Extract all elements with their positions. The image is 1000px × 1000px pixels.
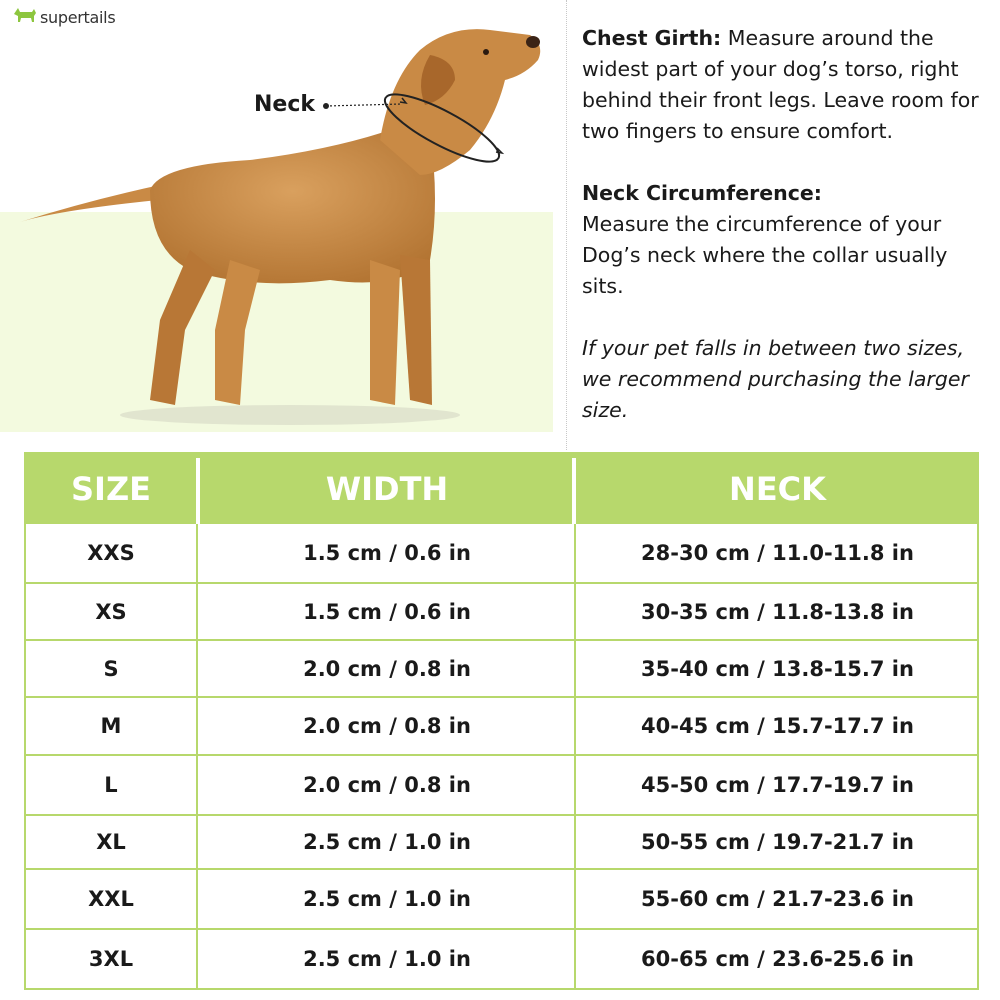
cell-size: 3XL [88,947,134,971]
neck-label: Neck [254,92,316,117]
cell-neck: 60-65 cm / 23.6-25.6 in [641,947,914,971]
cell-size: XXS [87,541,135,565]
cell-width: 1.5 cm / 0.6 in [303,541,471,565]
dog-illustration [0,0,560,440]
cell-neck: 40-45 cm / 15.7-17.7 in [641,714,914,738]
cell-neck: 30-35 cm / 11.8-13.8 in [641,599,914,624]
header-neck: NECK [729,470,826,508]
table-row [26,698,977,756]
table-row [26,524,977,584]
cell-size: L [104,773,118,797]
cell-size: XS [95,599,127,624]
cell-neck: 35-40 cm / 13.8-15.7 in [641,656,914,681]
neck-circumference-text: Measure the circumference of your Dog’s neck where the collar usually sits. [582,212,948,298]
cell-width: 1.5 cm / 0.6 in [303,599,471,624]
table-row [26,641,977,698]
neck-circumference-title: Neck Circumference: [582,181,822,205]
cell-neck: 50-55 cm / 19.7-21.7 in [641,830,914,854]
table-row [26,584,977,641]
header-size: SIZE [70,470,151,508]
cell-size: XL [96,830,126,854]
table-header [26,454,977,524]
cell-size: S [103,656,119,681]
table-row [26,930,977,988]
chest-girth-paragraph [582,23,987,147]
cell-size: M [100,714,122,738]
size-chart-table [24,452,979,990]
cell-width: 2.5 cm / 1.0 in [303,947,471,971]
cell-neck: 45-50 cm / 17.7-19.7 in [641,773,914,797]
cell-neck: 28-30 cm / 11.0-11.8 in [641,541,914,565]
chest-girth-title: Chest Girth: [582,26,722,50]
chest-girth-text: Measure around the widest part of your dog’s torso, right behind their front legs. Leave room for two fingers to ensure comfort. [582,26,979,143]
cell-width: 2.5 cm / 1.0 in [303,887,471,911]
cell-width: 2.0 cm / 0.8 in [303,656,471,681]
cell-width: 2.5 cm / 1.0 in [303,830,471,854]
cell-neck: 55-60 cm / 21.7-23.6 in [641,887,914,911]
measurement-info [582,23,987,426]
header-width: WIDTH [325,470,449,508]
size-note: If your pet falls in between two sizes, we recommend purchasing the larger size. [582,336,969,422]
section-divider [566,0,567,450]
brand-name: supertails [40,7,116,27]
cell-size: XXL [88,887,134,911]
table-row [26,756,977,816]
cell-width: 2.0 cm / 0.8 in [303,714,471,738]
table-row [26,870,977,930]
table-row [26,816,977,870]
cell-width: 2.0 cm / 0.8 in [303,773,471,797]
